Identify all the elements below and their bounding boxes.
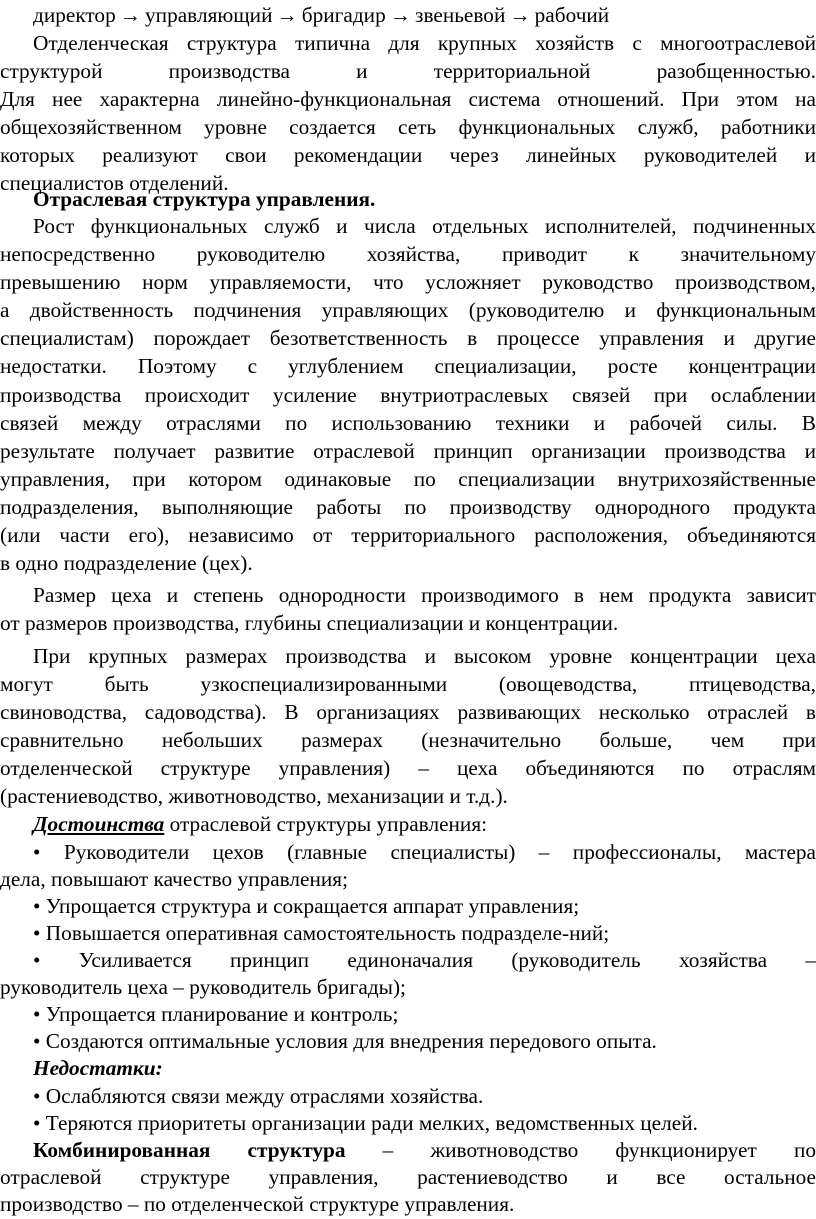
list-item	[33, 1108, 816, 1138]
bullet-icon: •	[33, 840, 41, 864]
list-item	[33, 837, 816, 867]
list-item-text: Теряются приоритеты организации ради мелких, ведомственных целей.	[45, 1111, 698, 1135]
advantages-heading	[33, 809, 816, 839]
bullet-icon: •	[33, 921, 41, 945]
text-line: в одно подразделение (цех).	[0, 551, 253, 575]
list-item	[33, 999, 816, 1029]
combined-text: – животноводство функционирует по	[345, 1138, 816, 1162]
text-line: (растениеводство, животноводство, механизации и т.д.).	[0, 784, 508, 808]
chain-item: рабочий	[534, 3, 610, 27]
text-line: которых реализуют свои рекомендации через линейных руководителей и	[0, 143, 816, 167]
chain-item: директор	[33, 3, 116, 27]
text-line: специалистов отделений.	[0, 171, 229, 195]
advantages-title: Достоинства	[33, 812, 165, 836]
text-line: сравнительно небольших размерах (незначительно больше, чем при	[0, 728, 816, 752]
text-line: результате получает развитие отраслевой принцип организации производства и	[0, 439, 816, 463]
bullet-icon: •	[33, 948, 41, 972]
text-line: управления, при котором одинаковые по специализации внутрихозяйственные	[0, 467, 816, 491]
text-line: связей между отраслями по использованию техники и рабочей силы. В	[0, 411, 816, 435]
text-line: структурой производства и территориальной разобщенностью.	[0, 59, 816, 83]
text-line: общехозяйственном уровне создается сеть функциональных служб, работники	[0, 115, 816, 139]
list-item-continuation: руководитель цеха – руководитель бригады);	[0, 975, 406, 999]
chain-item: звеньевой	[415, 3, 506, 27]
list-item	[33, 945, 816, 975]
text-line: Рост функциональных служб и числа отдельных исполнителей, подчиненных	[33, 214, 816, 238]
combined-line: отраслевой структуре управления, растениеводство и все остальное	[0, 1165, 816, 1189]
section-heading	[33, 184, 816, 214]
list-item-continuation: дела, повышают качество управления;	[0, 867, 349, 891]
list-item-text: Упрощается планирование и контроль;	[45, 1002, 399, 1026]
bullet-icon: •	[33, 1084, 41, 1108]
text-line: подразделения, выполняющие работы по производству однородного продукта	[0, 495, 816, 519]
arrow-icon: →	[119, 3, 142, 27]
list-item-text: Ослабляются связи между отраслями хозяйства.	[45, 1084, 484, 1108]
list-item-text: Упрощается структура и сокращается аппарат управления;	[45, 894, 580, 918]
arrow-icon: →	[509, 3, 531, 27]
list-item	[33, 891, 816, 921]
chain-item: управляющий	[145, 3, 273, 27]
text-line: производства происходит усиление внутриотраслевых связей при ослаблении	[0, 383, 816, 407]
bullet-icon: •	[33, 1111, 41, 1135]
disadvantages-title: Недостатки:	[33, 1056, 163, 1080]
text-line: Отделенческая структура типична для крупных хозяйств с многоотраслевой	[33, 31, 816, 55]
list-item-text: Повышается оперативная самостоятельность подразделе-ний;	[45, 921, 610, 945]
list-item-text: Создаются оптимальные условия для внедрения передового опыта.	[45, 1029, 657, 1053]
text-line: от размеров производства, глубины специализации и концентрации.	[0, 611, 619, 635]
text-line: непосредственно руководителю хозяйства, приводит к значительному	[0, 242, 816, 266]
disadvantages-heading	[33, 1053, 816, 1083]
combined-line	[33, 1135, 816, 1165]
text-line: могут быть узкоспециализированными (овощеводства, птицеводства,	[0, 672, 816, 696]
bullet-icon: •	[33, 894, 41, 918]
list-item	[33, 1081, 816, 1111]
text-line: превышению норм управляемости, что усложняет руководство производством,	[0, 270, 816, 294]
combined-title: Комбинированная структура	[33, 1138, 346, 1162]
text-line: отделенческой структуре управления) – цеха объединяются по отраслям	[0, 756, 816, 780]
bullet-icon: •	[33, 1002, 41, 1026]
text-line: специалистам) порождает безответственность в процессе управления и другие	[0, 326, 816, 350]
text-line: (или части его), независимо от территориального расположения, объединяются	[0, 523, 816, 547]
text-line: недостатки. Поэтому с углублением специализации, росте концентрации	[0, 354, 816, 378]
text-line: Для нее характерна линейно-функциональная система отношений. При этом на	[0, 87, 816, 111]
text-line: а двойственность подчинения управляющих (руководителю и функциональным	[0, 298, 816, 322]
section-heading-text: Отраслевая структура управления.	[33, 187, 376, 211]
hierarchy-chain	[33, 0, 816, 30]
advantages-title-rest: отраслевой структуры управления:	[164, 812, 488, 836]
chain-item: бригадир	[301, 3, 386, 27]
arrow-icon: →	[389, 3, 412, 27]
list-item-text: Усиливается принцип единоначалия (руководитель хозяйства –	[78, 948, 816, 972]
list-item	[33, 918, 816, 948]
arrow-icon: →	[276, 3, 298, 27]
text-line: Размер цеха и степень однородности производимого в нем продукта зависит	[33, 583, 816, 607]
list-item-text: Руководители цехов (главные специалисты) – профессионалы, мастера	[63, 840, 816, 864]
text-line: свиноводства, садоводства). В организациях развивающих несколько отраслей в	[0, 700, 816, 724]
combined-line: производство – по отделенческой структуре управления.	[0, 1192, 515, 1216]
list-item	[33, 1026, 816, 1056]
text-line: При крупных размерах производства и высоком уровне концентрации цеха	[33, 644, 816, 668]
bullet-icon: •	[33, 1029, 41, 1053]
